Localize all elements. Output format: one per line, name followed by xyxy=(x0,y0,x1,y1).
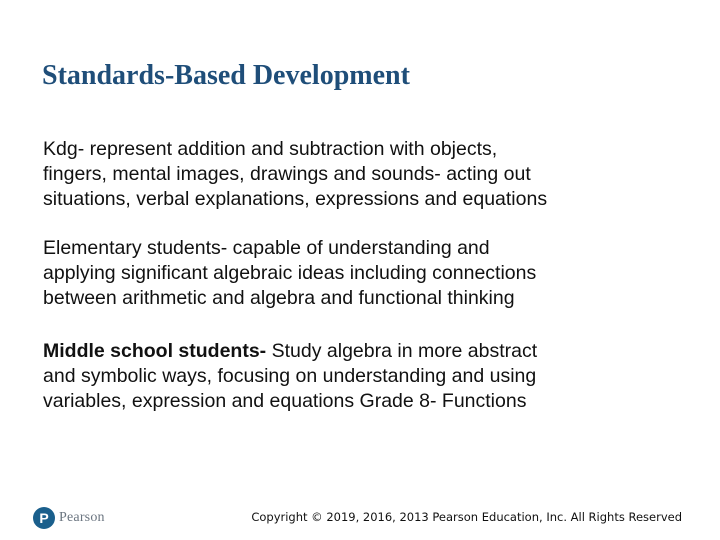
pearson-logo xyxy=(33,506,105,530)
copyright-notice: Copyright © 2019, 2016, 2013 Pearson Education, Inc. All Rights Reserved xyxy=(251,510,682,524)
pearson-logo-text: Pearson xyxy=(59,510,105,525)
paragraph-elementary xyxy=(43,236,703,311)
paragraph-line: Kdg- represent addition and subtraction with objects, xyxy=(43,138,498,160)
paragraph-lead-rest: Study algebra in more abstract xyxy=(266,340,538,362)
slide-title: Standards-Based Development xyxy=(42,60,410,91)
paragraph-line: fingers, mental images, drawings and sounds- acting out xyxy=(43,163,531,185)
paragraph-line: variables, expression and equations Grade 8- Functions xyxy=(43,390,527,412)
paragraph-middle-school xyxy=(43,339,703,414)
pearson-logo-mark-letter: P xyxy=(39,510,49,526)
paragraph-line: and symbolic ways, focusing on understanding and using xyxy=(43,365,537,387)
paragraph-kindergarten xyxy=(43,137,703,212)
paragraph-line: Elementary students- capable of understanding and xyxy=(43,237,490,259)
paragraph-line xyxy=(43,339,703,364)
paragraph-lead-bold: Middle school students- xyxy=(43,340,267,362)
paragraph-line: applying significant algebraic ideas including connections xyxy=(43,262,537,284)
pearson-logo-icon xyxy=(33,507,55,529)
paragraph-line: between arithmetic and algebra and functional thinking xyxy=(43,287,515,309)
paragraph-line: situations, verbal explanations, expressions and equations xyxy=(43,188,548,210)
